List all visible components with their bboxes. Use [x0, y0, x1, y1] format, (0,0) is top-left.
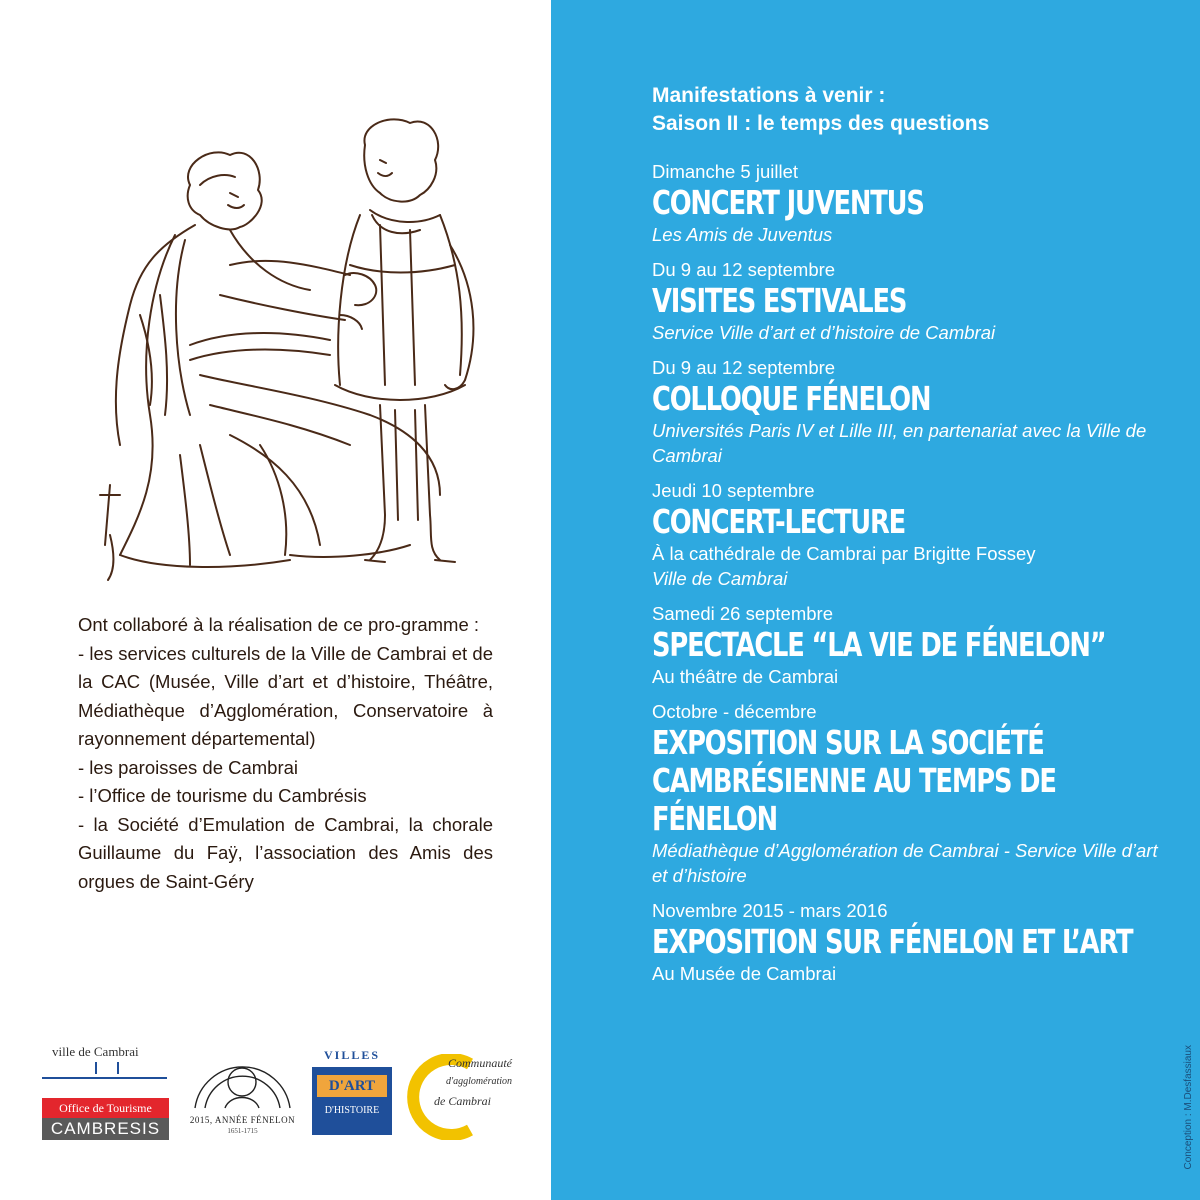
logo-annee-dates: 1651-1715	[227, 1127, 258, 1135]
event-organizer: Ville de Cambrai	[652, 568, 788, 589]
events-list	[652, 160, 1172, 997]
event-item	[652, 356, 1172, 468]
logo-villes-mid: D'ART	[317, 1075, 387, 1097]
collab-item: - la Société d’Emulation de Cambrai, la chorale Guillaume du Faÿ, l’association des Amis des orgues de Saint-Géry	[78, 813, 493, 892]
event-date: Du 9 au 12 septembre	[652, 259, 836, 280]
logo-annee-fenelon	[185, 1050, 300, 1140]
event-date: Samedi 26 septembre	[652, 603, 833, 624]
engraving-illustration	[80, 115, 500, 585]
partner-logos	[40, 1040, 540, 1145]
event-subtitle: Les Amis de Juventus	[652, 224, 833, 245]
event-subtitle: Service Ville d’art et d’histoire de Cambrai	[652, 322, 996, 343]
event-date: Octobre - décembre	[652, 701, 817, 722]
event-title: SPECTACLE “LA VIE DE FÉNELON”	[652, 625, 1106, 664]
event-title: EXPOSITION SUR LA SOCIÉTÉ CAMBRÉSIENNE AU TEMPS DE FÉNELON	[652, 723, 1056, 838]
event-date: Jeudi 10 septembre	[652, 480, 815, 501]
logo-ville-line	[42, 1077, 167, 1079]
event-item	[652, 899, 1172, 986]
event-subtitle: Au Musée de Cambrai	[652, 963, 837, 984]
event-date: Dimanche 5 juillet	[652, 161, 799, 182]
event-subtitle: À la cathédrale de Cambrai par Brigitte Fossey	[652, 543, 1036, 564]
logo-cac-line3: de Cambrai	[434, 1094, 491, 1108]
logo-annee-label: 2015, ANNÉE FÉNELON	[189, 1115, 296, 1125]
logo-villes-top: VILLES	[323, 1048, 381, 1062]
event-title: CONCERT-LECTURE	[652, 502, 906, 541]
heading-line-1: Manifestations à venir :	[652, 84, 886, 107]
event-item	[652, 160, 1172, 247]
logo-office-tourisme	[40, 1040, 175, 1140]
event-title: VISITES ESTIVALES	[652, 281, 907, 320]
event-item	[652, 258, 1172, 345]
events-heading	[652, 82, 989, 138]
logo-cac-line2: d'agglomération	[446, 1076, 513, 1087]
collab-item: - les services culturels de la Ville de Cambrai et de la CAC (Musée, Ville d’art et d’histoire, Théâtre, Médiathèque d’Agglomération, Conservatoire à rayonnement départemental)	[78, 642, 493, 749]
event-subtitle: Universités Paris IV et Lille III, en partenariat avec la Ville de Cambrai	[652, 420, 1147, 466]
event-item	[652, 479, 1172, 591]
event-subtitle: Médiathèque d’Agglomération de Cambrai - Service Ville d’art et d’histoire	[652, 840, 1158, 886]
collab-intro: Ont collaboré à la réalisation de ce pro-gramme :	[78, 614, 480, 635]
collaborators-text	[78, 611, 493, 896]
event-subtitle: Au théâtre de Cambrai	[652, 666, 839, 687]
event-date: Novembre 2015 - mars 2016	[652, 900, 888, 921]
logo-cac-line1: Communauté	[448, 1056, 512, 1070]
event-title: COLLOQUE FÉNELON	[652, 379, 931, 418]
event-date: Du 9 au 12 septembre	[652, 357, 836, 378]
collab-item: - les paroisses de Cambrai	[78, 756, 299, 778]
fenelon-portrait-icon	[185, 1050, 300, 1110]
logo-ville-label: ville de Cambrai	[52, 1044, 139, 1059]
event-item	[652, 602, 1172, 689]
design-credit: Conception : M.Desfassiaux	[1183, 1045, 1194, 1170]
logo-villes-art-histoire	[312, 1048, 392, 1140]
left-panel	[0, 0, 550, 1200]
collab-item: - l’Office de tourisme du Cambrésis	[78, 785, 367, 806]
heading-line-2: Saison II : le temps des questions	[652, 112, 990, 135]
logo-office-grey: CAMBRESIS	[42, 1118, 169, 1140]
logo-villes-box	[312, 1067, 392, 1135]
right-panel	[551, 0, 1200, 1200]
logo-ville-mark	[95, 1062, 119, 1074]
event-title: CONCERT JUVENTUS	[652, 183, 924, 222]
logo-office-red: Office de Tourisme	[42, 1098, 169, 1118]
event-item	[652, 700, 1172, 888]
logo-cac	[400, 1054, 535, 1140]
event-title: EXPOSITION SUR FÉNELON ET L’ART	[652, 922, 1133, 961]
logo-villes-bottom: D'HISTOIRE	[324, 1105, 380, 1116]
